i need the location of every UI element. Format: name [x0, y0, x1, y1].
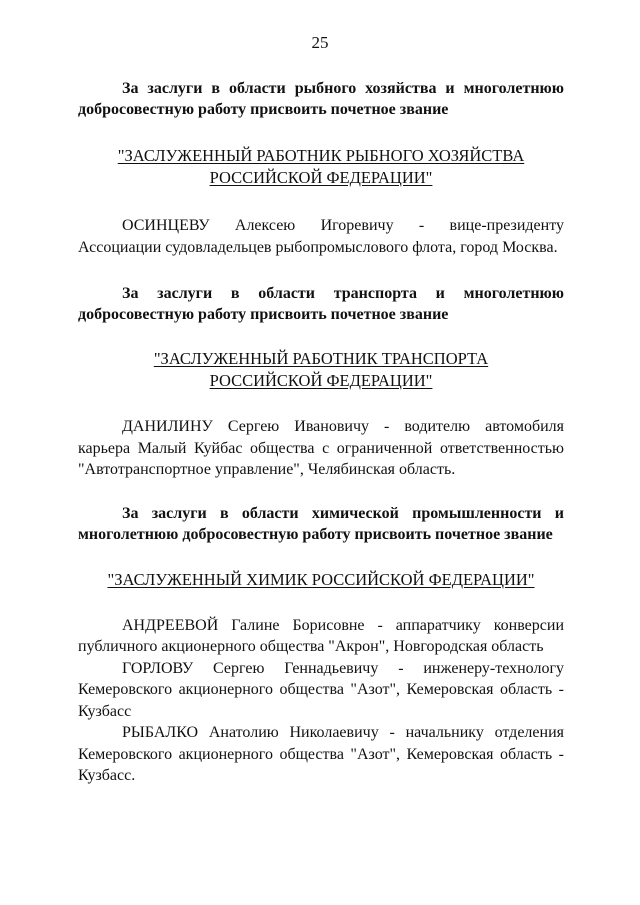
awardee-entry: ДАНИЛИНУ Сергею Ивановичу - водителю автомобиля карьера Малый Куйбас общества с ограниченной ответственностью "Автотранспортное управление", Челябинская область. — [78, 418, 564, 478]
awardee-entry: АНДРЕЕВОЙ Галине Борисовне - аппаратчику конверсии публичного акционерного общества "Акрон", Новгородская область — [78, 616, 564, 655]
awardee-entry: РЫБАЛКО Анатолию Николаевичу - начальнику отделения Кемеровского акционерного общества "Азот", Кемеровская область - Кузбасс. — [78, 724, 564, 784]
awardee-entry: ОСИНЦЕВУ Алексею Игоревичу - вице-президенту Ассоциации судовладельцев рыбопромыслового флота, город Москва. — [78, 217, 564, 256]
title-line: "ЗАСЛУЖЕННЫЙ ХИМИК РОССИЙСКОЙ ФЕДЕРАЦИИ" — [107, 569, 535, 589]
page-number: 25 — [311, 33, 329, 52]
decree-paragraph-chemistry: За заслуги в области химической промышленности и многолетнюю добросовестную работу присвоить почетное звание — [78, 504, 564, 543]
title-line: РОССИЙСКОЙ ФЕДЕРАЦИИ" — [209, 371, 433, 390]
honorary-title-chemistry — [78, 569, 564, 591]
awardee-entry: ГОРЛОВУ Сергею Геннадьевичу - инженеру-технологу Кемеровского акционерного общества "Азот", Кемеровская область - Кузбасс — [78, 659, 564, 720]
decree-paragraph-fishery: За заслуги в области рыбного хозяйства и многолетнюю добросовестную работу присвоить почетное звание — [78, 80, 564, 118]
title-line: РОССИЙСКОЙ ФЕДЕРАЦИИ" — [209, 168, 433, 187]
document-body — [78, 78, 564, 787]
honorary-title-transport — [78, 348, 564, 392]
title-line: "ЗАСЛУЖЕННЫЙ РАБОТНИК РЫБНОГО ХОЗЯЙСТВА — [117, 146, 525, 165]
title-line: "ЗАСЛУЖЕННЫЙ РАБОТНИК ТРАНСПОРТА — [153, 349, 489, 368]
decree-paragraph-transport: За заслуги в области транспорта и многолетнюю добросовестную работу присвоить почетное звание — [78, 285, 564, 323]
honorary-title-fishery — [78, 145, 564, 189]
